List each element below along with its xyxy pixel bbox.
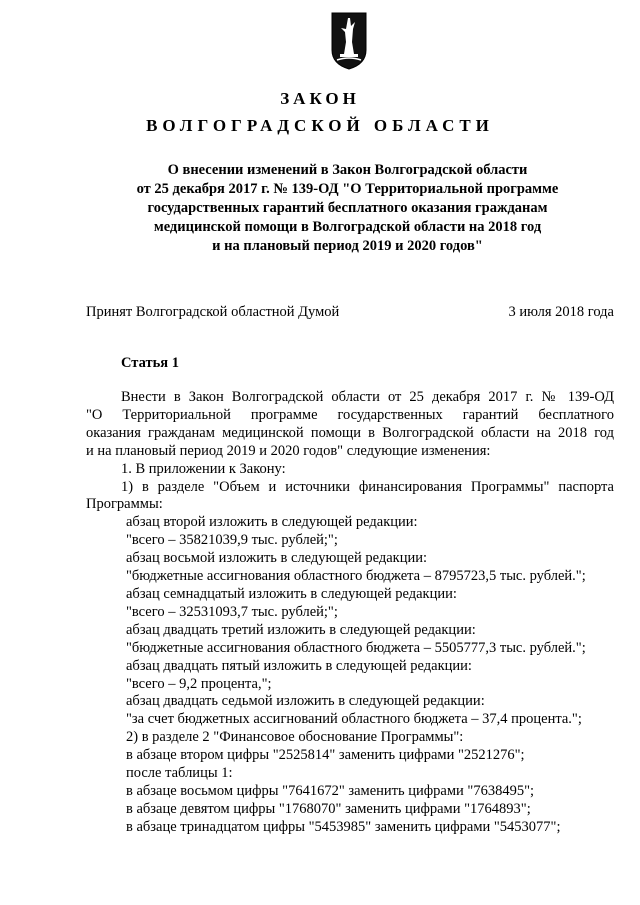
list-item: "всего – 32531093,7 тыс. рублей;"; bbox=[126, 603, 338, 620]
list-item: "всего – 35821039,9 тыс. рублей;"; bbox=[126, 532, 338, 549]
list-item: в абзаце тринадцатом цифры "5453985" заменить цифрами "5453077"; bbox=[126, 818, 561, 835]
law-title: ЗАКОН bbox=[280, 89, 360, 108]
adoption-line bbox=[86, 304, 614, 321]
subject-line: государственных гарантий бесплатного оказания гражданам bbox=[147, 200, 548, 216]
coat-of-arms-emblem bbox=[331, 12, 367, 70]
list-item: абзац восьмой изложить в следующей редакции: bbox=[126, 550, 428, 567]
coat-of-arms-icon bbox=[331, 12, 367, 70]
subject-line: от 25 декабря 2017 г. № 139-ОД "О Территориальной программе bbox=[136, 181, 559, 197]
article-heading: Статья 1 bbox=[121, 355, 179, 371]
subject-line: медицинской помощи в Волгоградской области на 2018 год bbox=[153, 219, 542, 235]
list-item: в абзаце восьмом цифры "7641672" заменить цифрами "7638495"; bbox=[126, 782, 535, 799]
paragraph-line: "О Территориальной программе государственных гарантий бесплатного bbox=[86, 406, 614, 423]
list-item: после таблицы 1: bbox=[126, 765, 233, 782]
list-item: "всего – 9,2 процента,"; bbox=[126, 675, 272, 692]
list-item: абзац второй изложить в следующей редакции: bbox=[126, 514, 418, 531]
list-item: Программы: bbox=[86, 496, 163, 513]
law-subject bbox=[100, 161, 595, 256]
article-body bbox=[86, 389, 614, 837]
list-item: 1) в разделе "Объем и источники финансирования Программы" паспорта bbox=[121, 478, 614, 495]
region-title: ВОЛГОГРАДСКОЙ ОБЛАСТИ bbox=[146, 116, 494, 135]
list-item: "бюджетные ассигнования областного бюджета – 5505777,3 тыс. рублей."; bbox=[126, 639, 586, 656]
list-item: абзац двадцать пятый изложить в следующей редакции: bbox=[126, 657, 472, 674]
list-item: абзац двадцать седьмой изложить в следующей редакции: bbox=[126, 693, 485, 710]
list-item: абзац двадцать третий изложить в следующей редакции: bbox=[126, 621, 476, 638]
list-item: в абзаце девятом цифры "1768070" заменить цифрами "1764893"; bbox=[126, 800, 531, 817]
list-item: абзац семнадцатый изложить в следующей редакции: bbox=[126, 585, 457, 602]
subject-line: и на плановый период 2019 и 2020 годов" bbox=[212, 238, 483, 254]
list-item: 1. В приложении к Закону: bbox=[121, 460, 286, 477]
paragraph-line: оказания гражданам медицинской помощи в Волгоградской области на 2018 год bbox=[86, 424, 614, 441]
list-item: "бюджетные ассигнования областного бюджета – 8795723,5 тыс. рублей."; bbox=[126, 568, 586, 585]
list-item: в абзаце втором цифры "2525814" заменить цифрами "2521276"; bbox=[126, 747, 525, 764]
list-item: 2) в разделе 2 "Финансовое обоснование Программы": bbox=[126, 729, 464, 746]
paragraph-line: Внести в Закон Волгоградской области от 25 декабря 2017 г. № 139-ОД bbox=[121, 389, 614, 405]
list-item: "за счет бюджетных ассигнований областного бюджета – 37,4 процента."; bbox=[126, 711, 582, 728]
adopted-by: Принят Волгоградской областной Думой bbox=[86, 304, 340, 320]
subject-line: О внесении изменений в Закон Волгоградской области bbox=[167, 162, 528, 178]
paragraph-line: и на плановый период 2019 и 2020 годов" следующие изменения: bbox=[86, 442, 491, 459]
adoption-date: 3 июля 2018 года bbox=[508, 304, 614, 320]
